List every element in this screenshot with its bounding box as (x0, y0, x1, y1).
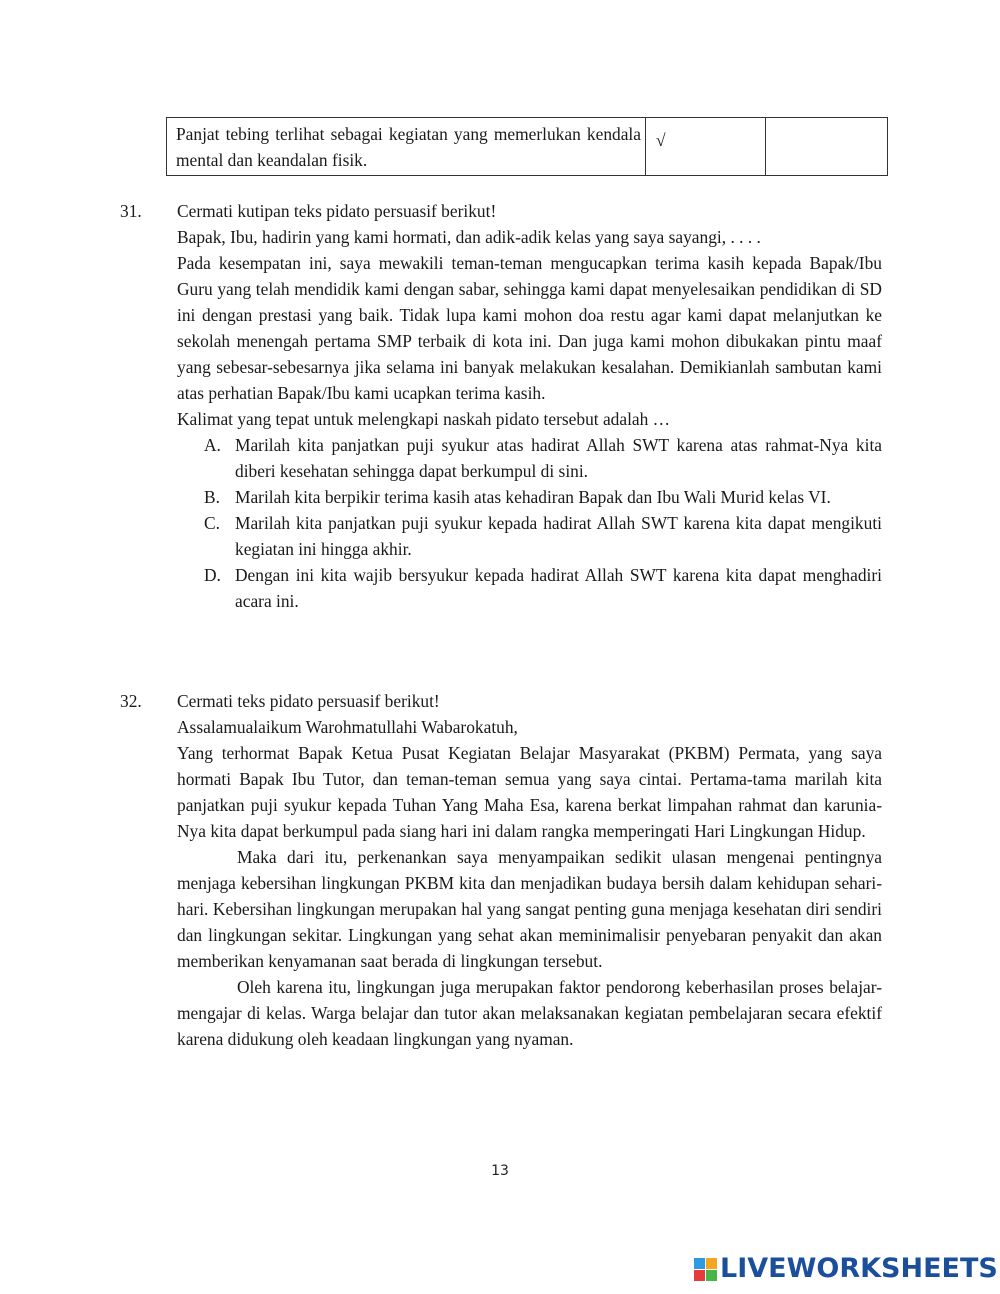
table-row (167, 118, 888, 176)
page-number: 13 (491, 1163, 509, 1179)
logo-square-blue (694, 1258, 705, 1269)
option-c[interactable] (177, 510, 882, 562)
logo-text: LIVEWORKSHEETS (720, 1253, 998, 1284)
option-d[interactable] (177, 562, 882, 614)
logo-mark-icon (694, 1258, 717, 1281)
empty-answer-cell[interactable] (766, 118, 888, 176)
option-b[interactable] (177, 484, 882, 510)
options-list (177, 432, 882, 614)
question-body (177, 198, 882, 614)
option-letter: D. (204, 565, 221, 585)
check-mark-cell[interactable]: √ (646, 118, 766, 176)
speech-paragraph-3: Oleh karena itu, lingkungan juga merupakan faktor pendorong keberhasilan proses belajar-mengajar di kelas. Warga belajar dan tutor akan melaksanakan kegiatan pembelajaran secara efektif karena didukung oleh keadaan lingkungan yang nyaman. (177, 977, 882, 1049)
statement-cell: Panjat tebing terlihat sebagai kegiatan yang memerlukan kendala mental dan keandalan fisik. (167, 118, 646, 176)
option-text: Dengan ini kita wajib bersyukur kepada hadirat Allah SWT karena kita dapat menghadiri acara ini. (235, 565, 882, 611)
option-letter: A. (204, 435, 221, 455)
speech-paragraph-1: Yang terhormat Bapak Ketua Pusat Kegiatan Belajar Masyarakat (PKBM) Permata, yang saya hormati Bapak Ibu Tutor, dan teman-teman semua yang saya cintai. Pertama-tama marilah kita panjatkan puji syukur kepada Tuhan Yang Maha Esa, karena berkat limpahan rahmat dan karunia-Nya kita dapat berkumpul pada siang hari ini dalam rangka memperingati Hari Lingkungan Hidup. (177, 743, 882, 841)
question-31 (120, 198, 882, 614)
option-letter: B. (204, 487, 220, 507)
option-text: Marilah kita panjatkan puji syukur kepada hadirat Allah SWT karena kita dapat mengikuti kegiatan ini hingga akhir. (235, 513, 882, 559)
speech-greeting: Assalamualaikum Warohmatullahi Wabarokatuh, (177, 717, 518, 737)
question-prompt: Kalimat yang tepat untuk melengkapi naskah pidato tersebut adalah … (177, 409, 671, 429)
speech-greeting: Bapak, Ibu, hadirin yang kami hormati, dan adik-adik kelas yang saya sayangi, . . . . (177, 227, 761, 247)
logo-square-green (706, 1270, 717, 1281)
answer-table (166, 117, 888, 176)
question-body (177, 688, 882, 1052)
liveworksheets-logo[interactable] (694, 1252, 998, 1286)
option-text: Marilah kita berpikir terima kasih atas kehadiran Bapak dan Ibu Wali Murid kelas VI. (235, 487, 831, 507)
option-text: Marilah kita panjatkan puji syukur atas hadirat Allah SWT karena atas rahmat-Nya kita diberi kesehatan sehingga dapat berkumpul di sini. (235, 435, 882, 481)
speech-paragraph: Pada kesempatan ini, saya mewakili teman-teman mengucapkan terima kasih kepada Bapak/Ibu Guru yang telah mendidik kami dengan sabar, sehingga kami dapat menyelesaikan pendidikan di SD ini dengan prestasi yang baik. Tidak lupa kami mohon doa restu agar kami dapat melanjutkan ke sekolah menengah pertama SMP terbaik di kota ini. Dan juga kami mohon dibukakan pintu maaf yang sebesar-sebesarnya jika selama ini banyak melakukan kesalahan. Demikianlah sambutan kami atas perhatian Bapak/Ibu kami ucapkan terima kasih. (177, 253, 882, 403)
question-number: 31. (120, 201, 142, 221)
logo-square-orange (706, 1258, 717, 1269)
option-a[interactable] (177, 432, 882, 484)
question-number: 32. (120, 691, 142, 711)
question-instruction: Cermati teks pidato persuasif berikut! (177, 691, 440, 711)
question-instruction: Cermati kutipan teks pidato persuasif berikut! (177, 201, 497, 221)
option-letter: C. (204, 513, 220, 533)
logo-square-red (694, 1270, 705, 1281)
question-32 (120, 688, 882, 1052)
speech-paragraph-2: Maka dari itu, perkenankan saya menyampaikan sedikit ulasan mengenai pentingnya menjaga kebersihan lingkungan PKBM kita dan menjadikan budaya bersih dalam kehidupan sehari-hari. Kebersihan lingkungan merupakan hal yang sangat penting guna menjaga kesehatan diri sendiri dan lingkungan sekitar. Lingkungan yang sehat akan meminimalisir penyebaran penyakit dan akan memberikan kenyamanan saat berada di lingkungan tersebut. (177, 847, 882, 971)
